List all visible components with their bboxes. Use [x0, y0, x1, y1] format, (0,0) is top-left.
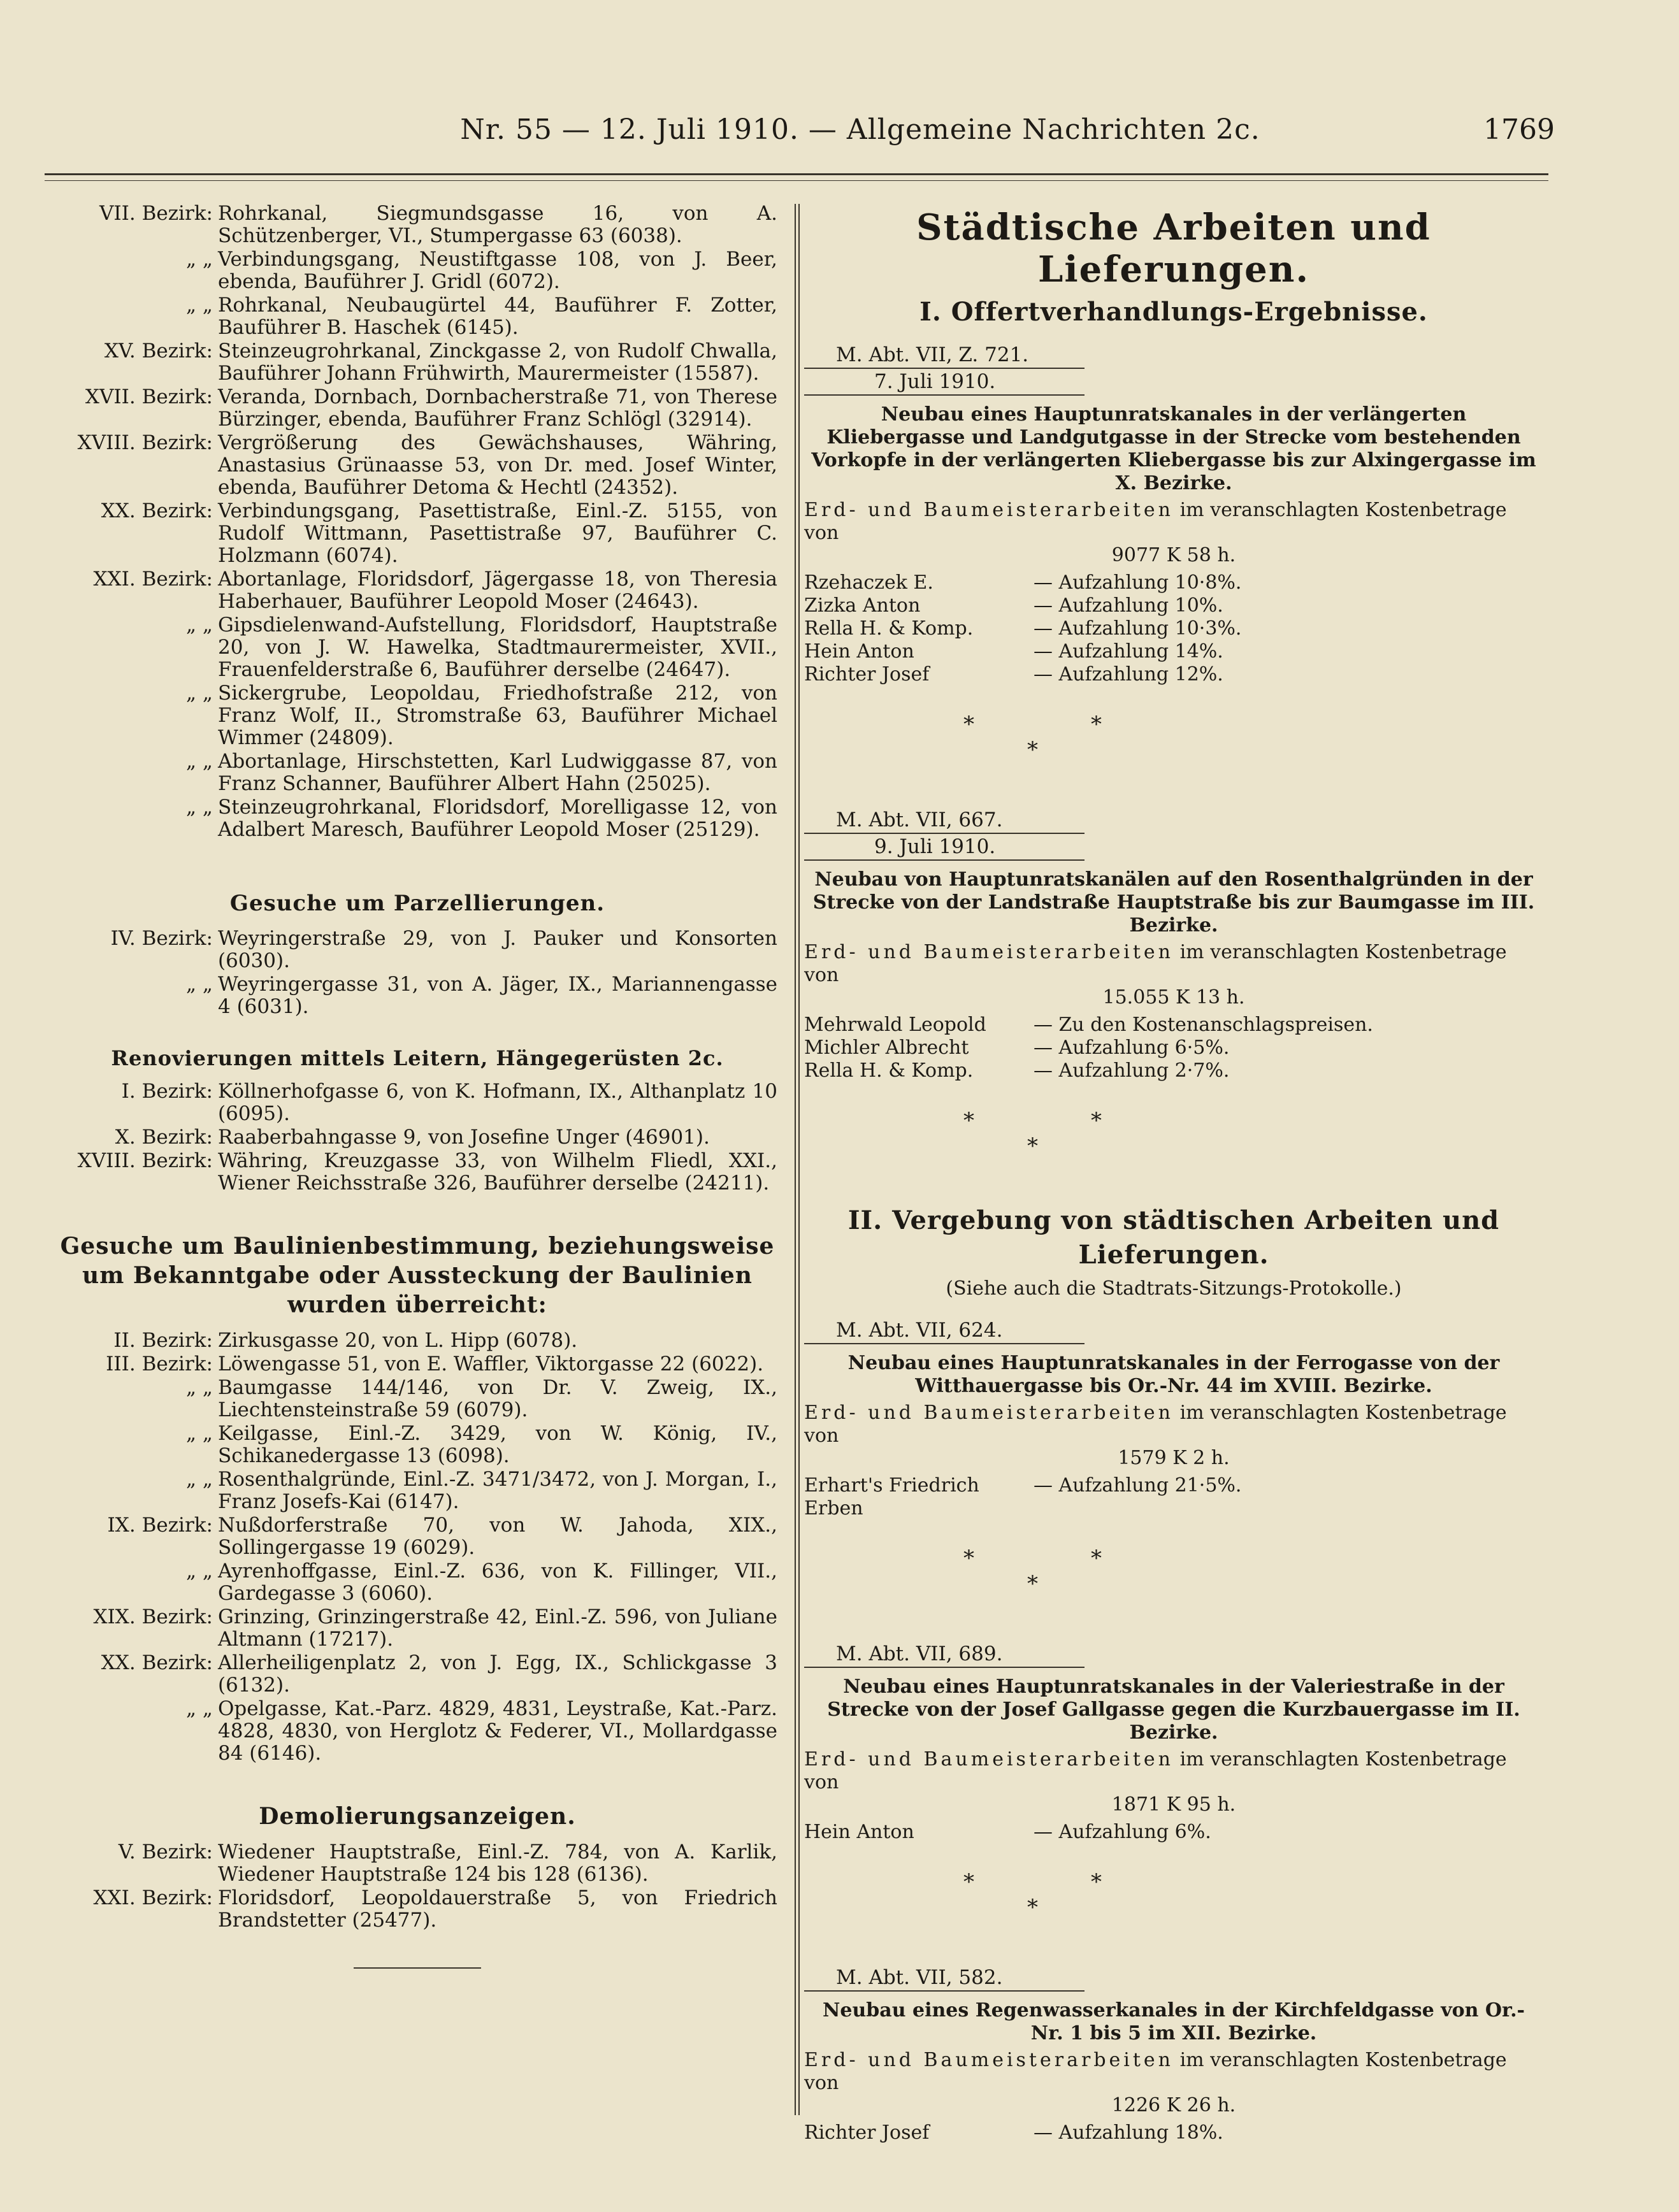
building-permits-list	[57, 203, 777, 841]
department-reference: M. Abt. VII, Z. 721.	[804, 342, 1085, 369]
bid-result: — Aufzahlung 21·5%.	[1034, 1474, 1242, 1497]
bidder-name: Hein Anton	[804, 1821, 914, 1843]
district-entry	[57, 248, 777, 293]
bid-result: — Zu den Kostenanschlagspreisen.	[1034, 1014, 1373, 1036]
bidder-list	[804, 2122, 1543, 2144]
entry-text: Ayrenhoffgasse, Einl.-Z. 636, von K. Fillinger, VII., Gardegasse 3 (6060).	[218, 1560, 777, 1605]
bidder-row	[804, 594, 1543, 617]
header-rule	[45, 173, 1548, 181]
district-entry	[57, 1330, 777, 1352]
district-label: XIX. Bezirk:	[93, 1605, 213, 1628]
bidder-row	[804, 571, 1543, 594]
department-reference: M. Abt. VII, 667.	[804, 807, 1085, 834]
project-description: Neubau eines Hauptunratskanales in der Ferrogasse von der Witthauergasse bis Or.-Nr. 44 im XVIII. Bezirke.	[847, 1352, 1500, 1397]
district-entry	[57, 614, 777, 681]
bid-result: — Aufzahlung 10·8%.	[1034, 571, 1242, 594]
district-entry	[57, 1652, 777, 1697]
department-reference: M. Abt. VII, 582.	[804, 1965, 1085, 1992]
district-entry	[57, 1698, 777, 1765]
entry-text: Gipsdielenwand-Aufstellung, Floridsdorf, Hauptstraße 20, von J. W. Hawelka, Stadtmaurermeister, XVII., Frauenfelderstraße 6, Bauführer derselbe (24647).	[218, 614, 777, 681]
tender-block	[804, 1641, 1543, 1939]
district-label: „ „	[186, 248, 213, 271]
entry-text: Rohrkanal, Siegmundsgasse 16, von A. Schützenberger, VI., Stumpergasse 63 (6038).	[218, 202, 777, 247]
bidder-row	[804, 663, 1543, 686]
entry-text: Abortanlage, Floridsdorf, Jägergasse 18, von Theresia Haberhauer, Bauführer Leopold Moser (24643).	[218, 568, 777, 613]
separator-stars	[804, 1108, 1543, 1178]
bidder-row	[804, 2122, 1543, 2144]
entry-text: Verbindungsgang, Neustiftgasse 108, von J. Beer, ebenda, Bauführer J. Gridl (6072).	[218, 248, 777, 293]
entry-text: Köllnerhofgasse 6, von K. Hofmann, IX., Althanplatz 10 (6095).	[218, 1080, 777, 1125]
entry-text: Grinzing, Grinzingerstraße 42, Einl.-Z. 596, von Juliane Altmann (17217).	[218, 1605, 777, 1651]
cost-phrase: im veranschlagten Kostenbetrage von	[804, 2049, 1507, 2094]
awards-heading: II. Vergebung von städtischen Arbeiten und Lieferungen.	[847, 1205, 1500, 1270]
entry-text: Baumgasse 144/146, von Dr. V. Zweig, IX., Liechtensteinstraße 59 (6079).	[218, 1376, 777, 1421]
page-header	[166, 113, 1555, 164]
bidder-name: Rella H. & Komp.	[804, 1059, 974, 1082]
cost-amount: 1579 K 2 h.	[1118, 1447, 1230, 1469]
tender-block	[804, 1318, 1543, 1616]
header-title: Nr. 55 — 12. Juli 1910. — Allgemeine Nachrichten 2c.	[460, 113, 1260, 146]
district-entry	[57, 973, 777, 1018]
district-label: XVIII. Bezirk:	[77, 431, 213, 454]
district-entry	[57, 1423, 777, 1467]
district-label: „ „	[186, 1468, 213, 1491]
district-entry	[57, 432, 777, 499]
tender-block	[804, 342, 1543, 782]
star-mark: *	[963, 1869, 974, 1895]
work-type: Erd- und Baumeisterarbeiten	[804, 941, 1174, 963]
entry-text: Zirkusgasse 20, von L. Hipp (6078).	[218, 1329, 578, 1352]
demolierung-heading: Demolierungsanzeigen.	[259, 1803, 576, 1830]
bidder-name: Zizka Anton	[804, 594, 921, 617]
bidder-row	[804, 640, 1543, 663]
bidder-row	[804, 1474, 1543, 1520]
baulinien-heading: Gesuche um Baulinienbestimmung, beziehungsweise um Bekanntgabe oder Aussteckung der Baulinien wurden überreicht:	[60, 1233, 775, 1318]
bid-result: — Aufzahlung 14%.	[1034, 640, 1223, 663]
district-entry	[57, 1469, 777, 1513]
district-label: VII. Bezirk:	[99, 202, 213, 225]
page-number: 1769	[1483, 113, 1555, 146]
column-divider	[795, 204, 800, 2115]
district-entry	[57, 796, 777, 841]
district-entry	[57, 682, 777, 749]
separator-stars	[804, 1869, 1543, 1939]
star-mark: *	[1091, 712, 1102, 737]
work-type: Erd- und Baumeisterarbeiten	[804, 1402, 1174, 1424]
district-entry	[57, 928, 777, 972]
star-mark: *	[1027, 1895, 1038, 1920]
parzellierung-heading: Gesuche um Parzellierungen.	[229, 891, 605, 916]
bidder-row	[804, 1821, 1543, 1844]
district-label: XX. Bezirk:	[101, 499, 213, 522]
bid-result: — Aufzahlung 10%.	[1034, 594, 1223, 617]
department-reference: M. Abt. VII, 689.	[804, 1641, 1085, 1668]
right-column	[804, 203, 1543, 2144]
district-entry	[57, 1150, 777, 1195]
star-mark: *	[1027, 1571, 1038, 1597]
section-title: Städtische Arbeiten und Lieferungen.	[916, 206, 1431, 291]
district-label: V. Bezirk:	[118, 1841, 213, 1864]
bidder-row	[804, 1037, 1543, 1059]
bidder-name: Mehrwald Leopold	[804, 1014, 986, 1036]
entry-text: Verbindungsgang, Pasettistraße, Einl.-Z. 5155, von Rudolf Wittmann, Pasettistraße 97, Bauführer C. Holzmann (6074).	[218, 499, 777, 567]
project-description: Neubau eines Hauptunratskanales in der verlängerten Kliebergasse und Landgutgasse in der Strecke vom bestehenden Vorkopfe in der verlängerten Kliebergasse bis zur Alxingergasse im X. Bezirke.	[811, 403, 1536, 494]
district-label: „ „	[186, 294, 213, 317]
district-entry	[57, 1081, 777, 1125]
cost-amount: 1226 K 26 h.	[1111, 2094, 1236, 2116]
entry-text: Keilgasse, Einl.-Z. 3429, von W. König, IV., Schikanedergasse 13 (6098).	[218, 1422, 777, 1467]
district-label: XVIII. Bezirk:	[77, 1149, 213, 1172]
entry-text: Steinzeugrohrkanal, Zinckgasse 2, von Rudolf Chwalla, Bauführer Johann Frühwirth, Maurermeister (15587).	[218, 340, 777, 385]
bidder-row	[804, 1014, 1543, 1037]
renovierung-list	[57, 1081, 777, 1195]
district-label: „ „	[186, 750, 213, 773]
district-label: „ „	[186, 1697, 213, 1720]
district-label: X. Bezirk:	[115, 1126, 213, 1149]
bid-result: — Aufzahlung 6%.	[1034, 1821, 1211, 1843]
entry-text: Raaberbahngasse 9, von Josefine Unger (46901).	[218, 1126, 710, 1149]
bidder-list	[804, 1014, 1543, 1082]
cost-phrase: im veranschlagten Kostenbetrage von	[804, 1402, 1507, 1447]
cost-amount: 15.055 K 13 h.	[1102, 986, 1245, 1009]
entry-text: Abortanlage, Hirschstetten, Karl Ludwiggasse 87, von Franz Schanner, Bauführer Albert Hahn (25025).	[218, 750, 777, 795]
district-entry	[57, 1514, 777, 1559]
bid-result: — Aufzahlung 6·5%.	[1034, 1037, 1230, 1059]
bid-result: — Aufzahlung 2·7%.	[1034, 1059, 1230, 1082]
district-label: II. Bezirk:	[113, 1329, 213, 1352]
entry-text: Opelgasse, Kat.-Parz. 4829, 4831, Leystraße, Kat.-Parz. 4828, 4830, von Herglotz & Federer, VI., Mollardgasse 84 (6146).	[218, 1697, 777, 1765]
star-mark: *	[1091, 1108, 1102, 1133]
project-description: Neubau eines Hauptunratskanales in der Valeriestraße in der Strecke von der Josef Gallgasse gegen die Kurzbauergasse im II. Bezirke.	[827, 1676, 1520, 1744]
bid-result: — Aufzahlung 10·3%.	[1034, 617, 1242, 640]
parzellierung-list	[57, 928, 777, 1018]
cost-amount: 1871 K 95 h.	[1111, 1793, 1236, 1816]
entry-text: Floridsdorf, Leopoldauerstraße 5, von Friedrich Brandstetter (25477).	[218, 1886, 777, 1932]
district-entry	[57, 1606, 777, 1651]
district-entry	[57, 203, 777, 247]
entry-text: Währing, Kreuzgasse 33, von Wilhelm Fliedl, XXI., Wiener Reichsstraße 326, Bauführer derselbe (24211).	[218, 1149, 777, 1195]
district-label: I. Bezirk:	[121, 1080, 213, 1103]
project-description: Neubau eines Regenwasserkanales in der Kirchfeldgasse von Or.-Nr. 1 bis 5 im XII. Bezirke.	[822, 1999, 1525, 2044]
district-label: III. Bezirk:	[106, 1353, 213, 1375]
district-entry	[57, 1126, 777, 1149]
district-label: XVII. Bezirk:	[85, 385, 213, 408]
awards-list	[804, 1318, 1543, 2144]
star-mark: *	[1091, 1869, 1102, 1895]
district-label: XXI. Bezirk:	[93, 568, 213, 591]
work-description	[804, 941, 1543, 987]
district-entry	[57, 500, 777, 567]
star-mark: *	[963, 1546, 974, 1571]
work-type: Erd- und Baumeisterarbeiten	[804, 2049, 1174, 2071]
work-description	[804, 2049, 1543, 2095]
cost-phrase: im veranschlagten Kostenbetrage von	[804, 941, 1507, 986]
district-entry	[57, 1377, 777, 1421]
work-description	[804, 499, 1543, 545]
separator-stars	[804, 1546, 1543, 1616]
tender-date: 9. Juli 1910.	[804, 834, 1085, 861]
cost-amount: 9077 K 58 h.	[1111, 544, 1236, 566]
bidder-name: Richter Josef	[804, 2122, 930, 2144]
bidder-name: Erhart's Friedrich Erben	[804, 1474, 979, 1519]
bidder-name: Michler Albrecht	[804, 1037, 969, 1059]
renovierung-heading: Renovierungen mittels Leitern, Hängegerüsten 2c.	[111, 1046, 724, 1070]
bidder-name: Rzehaczek E.	[804, 571, 933, 594]
work-description	[804, 1402, 1543, 1447]
district-label: XXI. Bezirk:	[93, 1886, 213, 1909]
entry-text: Weyringerstraße 29, von J. Pauker und Konsorten (6030).	[218, 927, 777, 972]
district-entry	[57, 1353, 777, 1375]
entry-text: Löwengasse 51, von E. Waffler, Viktorgasse 22 (6022).	[218, 1353, 764, 1375]
district-label: „ „	[186, 796, 213, 819]
department-reference: M. Abt. VII, 624.	[804, 1318, 1085, 1344]
tender-block	[804, 1965, 1543, 2144]
district-entry	[57, 1887, 777, 1932]
demolierung-list	[57, 1841, 777, 1932]
offer-results-heading: I. Offertverhandlungs-Ergebnisse.	[919, 297, 1428, 327]
bidder-row	[804, 617, 1543, 640]
bidder-list	[804, 1474, 1543, 1520]
offer-results-list	[804, 342, 1543, 1178]
district-label: „ „	[186, 1560, 213, 1583]
cost-phrase: im veranschlagten Kostenbetrage von	[804, 499, 1507, 544]
bidder-row	[804, 1059, 1543, 1082]
star-mark: *	[963, 1108, 974, 1133]
district-label: „ „	[186, 1422, 213, 1445]
star-mark: *	[1027, 737, 1038, 763]
bid-result: — Aufzahlung 18%.	[1034, 2122, 1223, 2144]
district-label: „ „	[186, 1376, 213, 1399]
tender-block	[804, 807, 1543, 1178]
cost-phrase: im veranschlagten Kostenbetrage von	[804, 1748, 1507, 1793]
separator-stars	[804, 712, 1543, 782]
district-entry	[57, 340, 777, 385]
star-mark: *	[1027, 1133, 1038, 1159]
work-type: Erd- und Baumeisterarbeiten	[804, 499, 1174, 521]
entry-text: Veranda, Dornbach, Dornbacherstraße 71, von Therese Bürzinger, ebenda, Bauführer Franz Schlögl (32914).	[218, 385, 777, 431]
entry-text: Wiedener Hauptstraße, Einl.-Z. 784, von A. Karlik, Wiedener Hauptstraße 124 bis 128 (6136).	[218, 1841, 777, 1886]
bidder-name: Richter Josef	[804, 663, 930, 686]
entry-text: Steinzeugrohrkanal, Floridsdorf, Morelligasse 12, von Adalbert Maresch, Bauführer Leopold Moser (25129).	[218, 796, 777, 841]
star-mark: *	[963, 712, 974, 737]
bidder-list	[804, 571, 1543, 686]
district-entry	[57, 386, 777, 431]
district-label: IX. Bezirk:	[107, 1514, 213, 1537]
left-column	[57, 203, 777, 1969]
work-type: Erd- und Baumeisterarbeiten	[804, 1748, 1174, 1770]
awards-note: (Siehe auch die Stadtrats-Sitzungs-Protokolle.)	[946, 1277, 1402, 1300]
entry-text: Rosenthalgründe, Einl.-Z. 3471/3472, von J. Morgan, I., Franz Josefs-Kai (6147).	[218, 1468, 777, 1513]
district-label: IV. Bezirk:	[110, 927, 213, 950]
district-label: „ „	[186, 973, 213, 996]
entry-text: Rohrkanal, Neubaugürtel 44, Bauführer F. Zotter, Bauführer B. Haschek (6145).	[218, 294, 777, 339]
entry-text: Sickergrube, Leopoldau, Friedhofstraße 212, von Franz Wolf, II., Stromstraße 63, Bauführer Michael Wimmer (24809).	[218, 682, 777, 749]
district-label: XX. Bezirk:	[101, 1651, 213, 1674]
entry-text: Vergrößerung des Gewächshauses, Währing, Anastasius Grünaasse 53, von Dr. med. Josef Winter, ebenda, Bauführer Detoma & Hechtl (24352).	[218, 431, 777, 499]
baulinien-list	[57, 1330, 777, 1765]
district-entry	[57, 294, 777, 339]
bid-result: — Aufzahlung 12%.	[1034, 663, 1223, 686]
bidder-name: Rella H. & Komp.	[804, 617, 974, 640]
district-label: „ „	[186, 614, 213, 636]
district-entry	[57, 1560, 777, 1605]
star-mark: *	[1091, 1546, 1102, 1571]
bidder-name: Hein Anton	[804, 640, 914, 663]
district-label: „ „	[186, 682, 213, 705]
entry-text: Nußdorferstraße 70, von W. Jahoda, XIX., Sollingergasse 19 (6029).	[218, 1514, 777, 1559]
bidder-list	[804, 1821, 1543, 1844]
district-entry	[57, 750, 777, 795]
district-entry	[57, 1841, 777, 1886]
project-description: Neubau von Hauptunratskanälen auf den Rosenthalgründen in der Strecke von der Landstraße Hauptstraße bis zur Baumgasse im III. Bezirke.	[812, 868, 1535, 937]
end-rule	[354, 1967, 481, 1969]
entry-text: Allerheiligenplatz 2, von J. Egg, IX., Schlickgasse 3 (6132).	[218, 1651, 777, 1697]
entry-text: Weyringergasse 31, von A. Jäger, IX., Mariannengasse 4 (6031).	[218, 973, 777, 1018]
district-label: XV. Bezirk:	[104, 340, 213, 363]
tender-date: 7. Juli 1910.	[804, 369, 1085, 396]
district-entry	[57, 568, 777, 613]
work-description	[804, 1748, 1543, 1794]
